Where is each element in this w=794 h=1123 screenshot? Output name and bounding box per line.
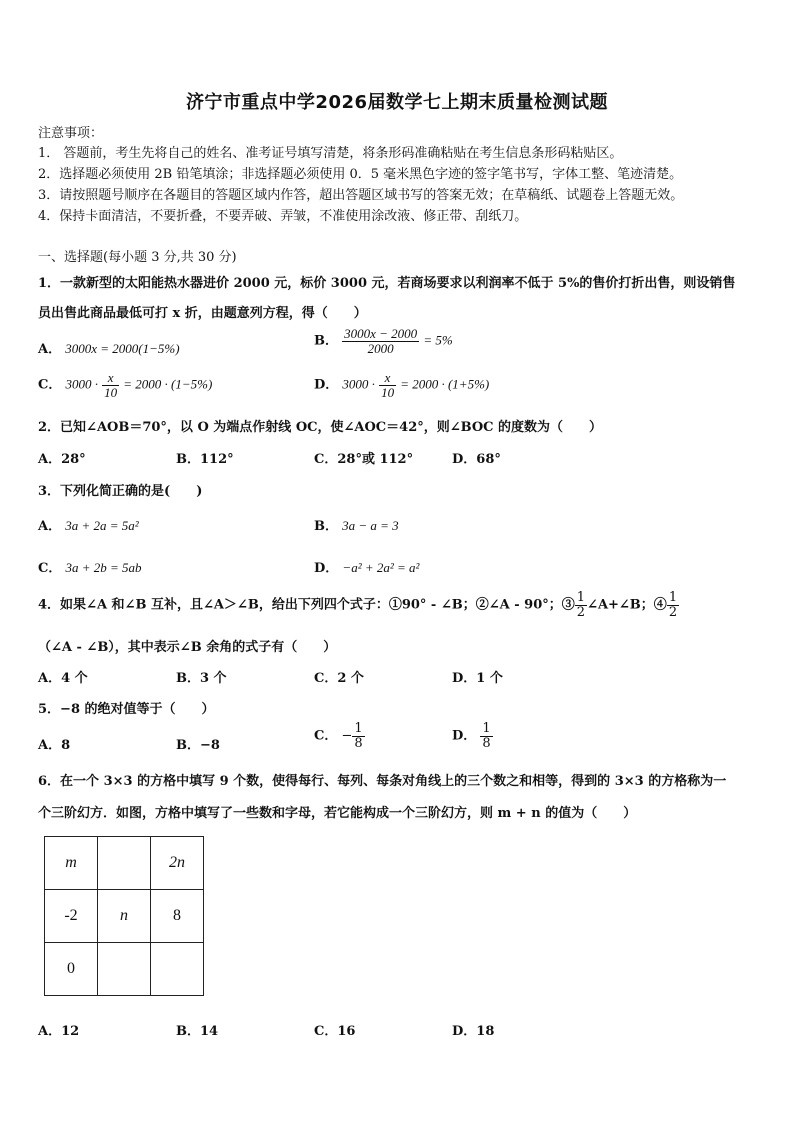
q5-option-a: A．8 <box>38 738 71 753</box>
q5-d-label: D． <box>452 728 477 744</box>
q3-c-label: C． <box>38 561 62 576</box>
q1-b-fraction <box>342 327 419 355</box>
q2-option-c: C．28°或 112° <box>314 452 414 467</box>
q5-c-fraction <box>352 722 364 750</box>
q1-d-label: D． <box>314 377 339 393</box>
q3-b-expr: 3a − a = 3 <box>342 518 399 533</box>
q3-option-b <box>314 515 399 534</box>
grid-cell: -2 <box>45 890 98 943</box>
q4-frac-3-den: 2 <box>576 604 586 620</box>
q3-option-a <box>38 515 139 534</box>
q1-stem-line1: 1．一款新型的太阳能热水器进价 2000 元，标价 3000 元，若商场要求以利润率不低于 5%的售价打折出售，则设销售 <box>38 276 736 291</box>
q4-option-c: C．2 个 <box>314 671 364 686</box>
q5-c-numerator: 1 <box>354 721 363 736</box>
q1-d-fraction <box>379 371 396 399</box>
q3-stem: 3．下列化简正确的是( ) <box>38 484 203 499</box>
q5-option-b: B．−8 <box>176 738 220 753</box>
q1-option-c <box>38 371 212 399</box>
notice-item-3: 3．请按照题号顺序在各题目的答题区域内作答，超出答题区域书写的答案无效；在草稿纸、试题卷上答题无效。 <box>38 188 684 203</box>
q1-d-pre: 3000 · <box>342 376 375 392</box>
q5-c-denominator: 8 <box>354 735 363 751</box>
q6-stem-line1: 6．在一个 3×3 的方格中填写 9 个数，使得每行、每列、每条对角线上的三个数之和相等，得到的 3×3 的方格称为一 <box>38 774 727 789</box>
q3-d-expr: −a² + 2a² = a² <box>342 560 420 575</box>
q5-option-c <box>314 722 365 750</box>
q6-option-d: D．18 <box>452 1024 495 1039</box>
q1-d-numerator: x <box>379 371 396 386</box>
notice-item-2: 2．选择题必须使用 2B 铅笔填涂；非选择题必须使用 0．5 毫米黑色字迹的签字笔书写，字体工整、笔迹清楚。 <box>38 167 683 182</box>
q4-frac-4-num: 1 <box>668 590 678 605</box>
q3-option-c <box>38 557 142 576</box>
section-heading: 一、选择题(每小题 3 分,共 30 分) <box>38 250 237 265</box>
q2-option-d: D．68° <box>452 452 501 467</box>
q1-d-post: = 2000 · (1+5%) <box>400 376 490 392</box>
q4-option-d: D．1 个 <box>452 671 503 686</box>
grid-cell: 2n <box>151 837 204 890</box>
grid-cell: 8 <box>151 890 204 943</box>
notice-item-1: 1． 答题前，考生先将自己的姓名、准考证号填写清楚，将条形码准确粘贴在考生信息条形码粘贴区。 <box>38 146 623 161</box>
q4-frac-3-num: 1 <box>576 590 586 605</box>
q4-stem-mid: ∠A+∠B；④ <box>587 597 667 613</box>
grid-row-1 <box>45 837 204 890</box>
grid-row-3 <box>45 943 204 996</box>
q5-c-label: C． <box>314 728 338 744</box>
q6-option-c: C．16 <box>314 1024 356 1039</box>
q3-c-expr: 3a + 2b = 5ab <box>65 560 142 575</box>
q1-a-label: A． <box>38 342 62 357</box>
q5-d-denominator: 8 <box>482 735 491 751</box>
q4-frac-4 <box>667 591 679 619</box>
q1-c-post: = 2000 · (1−5%) <box>123 376 213 392</box>
q1-a-expr: 3000x = 2000(1−5%) <box>65 341 180 356</box>
q2-option-b: B．112° <box>176 452 234 467</box>
q3-a-expr: 3a + 2a = 5a² <box>65 518 139 533</box>
q6-stem-line2: 个三阶幻方．如图，方格中填写了一些数和字母，若它能构成一个三阶幻方，则 m + n 的值为（ ） <box>38 806 637 821</box>
q1-b-denominator: 2000 <box>367 340 394 356</box>
notice-heading: 注意事项： <box>38 126 104 141</box>
q6-option-a: A．12 <box>38 1024 80 1039</box>
q4-stem-line2: （∠A - ∠B），其中表示∠B 余角的式子有（ ） <box>38 640 337 655</box>
magic-square-grid <box>44 836 204 996</box>
q1-c-fraction <box>102 371 119 399</box>
q2-option-a: A．28° <box>38 452 86 467</box>
q1-c-pre: 3000 · <box>65 376 98 392</box>
q1-option-a <box>38 338 180 357</box>
q1-option-b <box>314 327 453 355</box>
grid-cell: 0 <box>45 943 98 996</box>
q4-option-a: A．4 个 <box>38 671 88 686</box>
q5-d-fraction <box>480 722 492 750</box>
q1-option-d <box>314 371 489 399</box>
q4-option-b: B．3 个 <box>176 671 227 686</box>
grid-cell <box>98 837 151 890</box>
q5-stem: 5．−8 的绝对值等于（ ） <box>38 702 215 717</box>
notice-item-4: 4．保持卡面清洁，不要折叠，不要弄破、弄皱，不准使用涂改液、修正带、刮纸刀。 <box>38 209 528 224</box>
q1-b-rhs: = 5% <box>423 332 453 348</box>
q4-frac-4-den: 2 <box>668 604 678 620</box>
grid-row-2 <box>45 890 204 943</box>
q3-b-label: B． <box>314 519 338 534</box>
q6-option-b: B．14 <box>176 1024 219 1039</box>
q2-stem: 2．已知∠AOB＝70°，以 O 为端点作射线 OC，使∠AOC＝42°，则∠BOC 的度数为（ ） <box>38 420 603 435</box>
q1-d-denominator: 10 <box>381 384 395 400</box>
grid-cell: n <box>98 890 151 943</box>
grid-cell <box>151 943 204 996</box>
q5-d-numerator: 1 <box>482 721 491 736</box>
q1-c-numerator: x <box>102 371 119 386</box>
q4-stem-line1 <box>38 591 679 619</box>
q5-c-sign: − <box>341 728 353 744</box>
q1-c-label: C． <box>38 377 62 393</box>
q3-d-label: D． <box>314 561 339 576</box>
q4-frac-3 <box>575 591 587 619</box>
q1-stem-line2: 员出售此商品最低可打 x 折，由题意列方程，得（ ） <box>38 306 367 321</box>
q1-b-numerator: 3000x − 2000 <box>344 326 418 341</box>
q4-stem-pre: 4．如果∠A 和∠B 互补，且∠A＞∠B，给出下列四个式子：①90° - ∠B；②∠A - 90°；③ <box>38 597 575 613</box>
q3-a-label: A． <box>38 519 62 534</box>
q1-b-label: B． <box>314 333 338 349</box>
q3-option-d <box>314 557 419 576</box>
q5-option-d <box>452 722 493 750</box>
grid-cell <box>98 943 151 996</box>
grid-cell: m <box>45 837 98 890</box>
page-title: 济宁市重点中学2026届数学七上期末质量检测试题 <box>185 92 609 113</box>
q1-c-denominator: 10 <box>104 384 118 400</box>
